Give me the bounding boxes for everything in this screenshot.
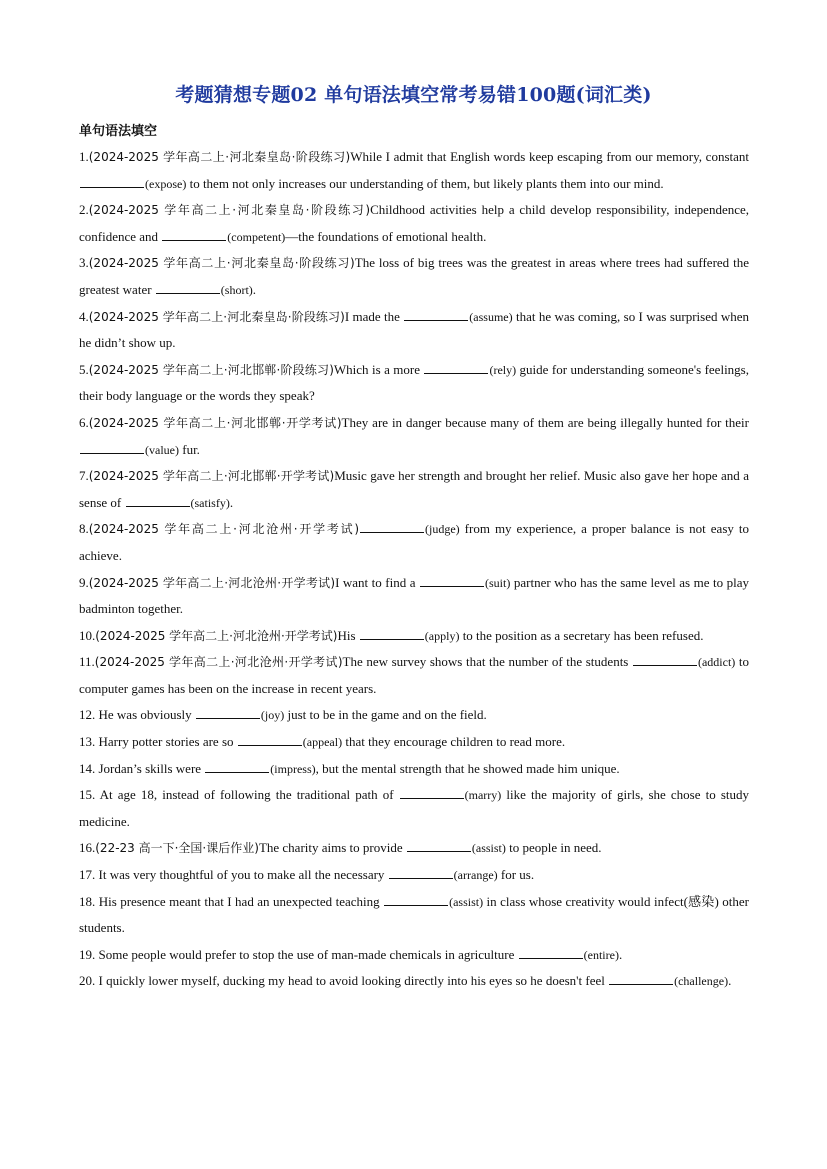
word-hint: (expose) — [145, 176, 187, 191]
answer-blank[interactable] — [400, 786, 464, 799]
question-number: 8. — [79, 521, 89, 537]
word-hint: (arrange) — [453, 868, 498, 883]
question-text-before: Music gave her strength and brought her relief. Music also gave her hope and a sense of — [79, 468, 749, 510]
word-hint: (competent) — [227, 229, 286, 244]
question-source: (2024-2025 学年高二上·河北秦皇岛·阶段练习) — [88, 203, 371, 218]
question-text-after: , but the mental strength that he showed made him unique. — [315, 760, 620, 776]
word-hint: (judge) — [425, 522, 460, 537]
answer-blank[interactable] — [156, 281, 220, 294]
question-item — [79, 144, 749, 197]
answer-blank[interactable] — [360, 520, 424, 533]
question-item — [79, 782, 749, 835]
question-text-before: The charity aims to provide — [258, 840, 406, 856]
word-hint: (assist) — [449, 894, 484, 909]
question-text-before: I quickly lower myself, ducking my head to avoid looking directly into his eyes so he doesn't feel — [95, 973, 609, 989]
answer-blank[interactable] — [205, 760, 269, 773]
question-item — [79, 516, 749, 569]
question-number: 5. — [79, 361, 89, 377]
answer-blank[interactable] — [389, 866, 453, 879]
question-text-before: Some people would prefer to stop the use of man-made chemicals in agriculture — [95, 946, 518, 962]
word-hint: (short) — [220, 282, 253, 297]
question-text-after: for us. — [497, 867, 535, 883]
answer-blank[interactable] — [424, 361, 488, 374]
question-text-after: in class whose creativity would infect(感染) other students. — [79, 893, 749, 936]
word-hint: (assist) — [471, 841, 506, 856]
document-title: 考题猜想专题02 单句语法填空常考易错100题(词汇类) — [175, 84, 652, 106]
question-text-after: . — [728, 973, 732, 989]
question-text-after: to computer games has been on the increase in recent years. — [79, 654, 749, 696]
word-hint: (entire) — [583, 947, 619, 962]
answer-blank[interactable] — [196, 706, 260, 719]
question-text-after: just to be in the game and on the field. — [284, 707, 487, 723]
question-source: (2024-2025 学年高二上·河北秦皇岛·阶段练习) — [88, 309, 345, 324]
section-heading: 单句语法填空 — [79, 124, 158, 139]
question-number: 16. — [79, 840, 96, 856]
question-number: 12. — [79, 707, 96, 723]
answer-blank[interactable] — [609, 972, 673, 985]
question-item — [79, 942, 749, 969]
question-number: 17. — [79, 867, 96, 883]
question-source: (2024-2025 学年高二上·河北沧州·开学考试) — [95, 628, 338, 643]
question-number: 9. — [79, 574, 89, 590]
question-number: 19. — [79, 946, 96, 962]
question-number: 1. — [79, 149, 89, 164]
question-text-before: Jordan’s skills were — [95, 760, 205, 776]
question-item — [79, 197, 749, 250]
question-item — [79, 729, 749, 756]
question-text-after: to people in need. — [505, 840, 602, 856]
question-text-after: . — [229, 494, 234, 510]
answer-blank[interactable] — [404, 308, 468, 321]
question-item — [79, 570, 749, 623]
word-hint: (marry) — [464, 788, 502, 803]
question-item — [79, 250, 749, 303]
question-number: 15. — [79, 787, 96, 803]
question-item — [79, 702, 749, 729]
question-text-after: . — [252, 281, 257, 297]
question-text-after: partner who has the same level as me to play badminton together. — [79, 574, 750, 617]
question-text-after: that they encourage children to read more. — [342, 734, 566, 750]
question-text-before: Harry potter stories are so — [95, 734, 237, 750]
question-text-before: It was very thoughtful of you to make all the necessary — [95, 867, 388, 883]
question-number: 4. — [79, 308, 89, 324]
question-text-after: to them not only increases our understanding of them, but likely plants them into our mind. — [186, 175, 664, 191]
word-hint: (impress) — [270, 761, 316, 776]
answer-blank[interactable] — [407, 839, 471, 852]
answer-blank[interactable] — [162, 228, 226, 241]
question-source: (2024-2025 学年高二上·河北邯郸·开学考试) — [88, 469, 335, 484]
question-text-before: His presence meant that I had an unexpected teaching — [95, 893, 384, 909]
question-text-before: His — [337, 627, 359, 643]
question-text-before: At age 18, instead of following the traditional path of — [95, 787, 399, 803]
answer-blank[interactable] — [360, 627, 424, 640]
question-text-before: The loss of big trees was the greatest in areas where trees had suffered the greatest water — [79, 255, 749, 297]
word-hint: (value) — [145, 442, 179, 457]
question-source: (2024-2025 学年高二上·河北秦皇岛·阶段练习) — [88, 150, 351, 164]
word-hint: (assume) — [469, 309, 513, 324]
answer-blank[interactable] — [633, 653, 697, 666]
question-number: 14. — [79, 760, 96, 776]
answer-blank[interactable] — [126, 494, 190, 507]
question-number: 2. — [79, 202, 89, 218]
word-hint: (apply) — [424, 628, 460, 643]
question-source: (2024-2025 学年高二上·河北沧州·开学考试) — [94, 655, 343, 670]
question-text-after: —the foundations of emotional health. — [285, 228, 487, 244]
question-item — [79, 357, 749, 410]
question-item — [79, 862, 749, 889]
answer-blank[interactable] — [420, 574, 484, 587]
answer-blank[interactable] — [384, 893, 448, 906]
question-text-before: I made the — [344, 308, 404, 324]
question-number: 11. — [79, 654, 95, 670]
question-number: 6. — [79, 414, 89, 430]
question-item — [79, 304, 749, 357]
word-hint: (rely) — [489, 362, 517, 377]
question-text-before: He was obviously — [95, 707, 195, 723]
question-number: 18. — [79, 893, 96, 909]
question-source: (2024-2025 学年高二上·河北邯郸·开学考试) — [88, 415, 342, 430]
word-hint: (appeal) — [302, 735, 343, 750]
question-number: 20. — [79, 973, 96, 989]
question-text-after: that he was coming, so I was surprised when he didn’t show up. — [79, 308, 749, 351]
answer-blank[interactable] — [80, 441, 144, 454]
question-source: (2024-2025 学年高二上·河北秦皇岛·阶段练习) — [88, 256, 355, 271]
word-hint: (addict) — [697, 655, 736, 670]
question-number: 7. — [79, 468, 89, 484]
question-text-after: to the position as a secretary has been refused. — [459, 627, 704, 643]
question-source: (2024-2025 学年高二上·河北沧州·开学考试) — [88, 575, 336, 590]
answer-blank[interactable] — [519, 946, 583, 959]
question-item — [79, 889, 749, 942]
question-text-after: . — [618, 946, 623, 962]
answer-blank[interactable] — [238, 733, 302, 746]
word-hint: (satisfy) — [190, 495, 230, 510]
question-text-before: While I admit that English words keep escaping from our memory, constant — [350, 149, 749, 164]
question-text-before: I want to find a — [335, 574, 420, 590]
question-item — [79, 649, 749, 702]
question-item — [79, 835, 749, 862]
question-text-after: like the majority of girls, she chose to study medicine. — [79, 787, 749, 829]
question-text-after: fur. — [178, 441, 200, 457]
word-hint: (suit) — [485, 575, 511, 590]
question-source: (2024-2025 学年高二上·河北沧州·开学考试) — [88, 522, 360, 537]
question-number: 10. — [79, 627, 96, 643]
question-number: 3. — [79, 255, 89, 271]
question-text-before: Which is a more — [333, 361, 424, 377]
question-text-before: Childhood activities help a child develop responsibility, independence, confidence and — [79, 202, 750, 244]
answer-blank[interactable] — [80, 175, 144, 188]
question-text-before: They are in danger because many of them are being illegally hunted for their — [341, 414, 750, 430]
question-text-before: The new survey shows that the number of the students — [342, 654, 632, 670]
question-item — [79, 756, 749, 783]
word-hint: (joy) — [260, 708, 285, 723]
question-item — [79, 410, 749, 463]
question-source: (22-23 高一下·全国·课后作业) — [95, 841, 259, 856]
question-text-after: guide for understanding someone's feelings, their body language or the words they speak? — [79, 361, 749, 404]
question-list — [79, 144, 749, 995]
question-number: 13. — [79, 734, 96, 750]
question-source: (2024-2025 学年高二上·河北邯郸·阶段练习) — [88, 362, 334, 377]
question-item — [79, 623, 749, 650]
question-item — [79, 968, 749, 995]
word-hint: (challenge) — [674, 974, 729, 989]
question-item — [79, 463, 749, 516]
question-text-after: from my experience, a proper balance is not easy to achieve. — [79, 521, 750, 563]
